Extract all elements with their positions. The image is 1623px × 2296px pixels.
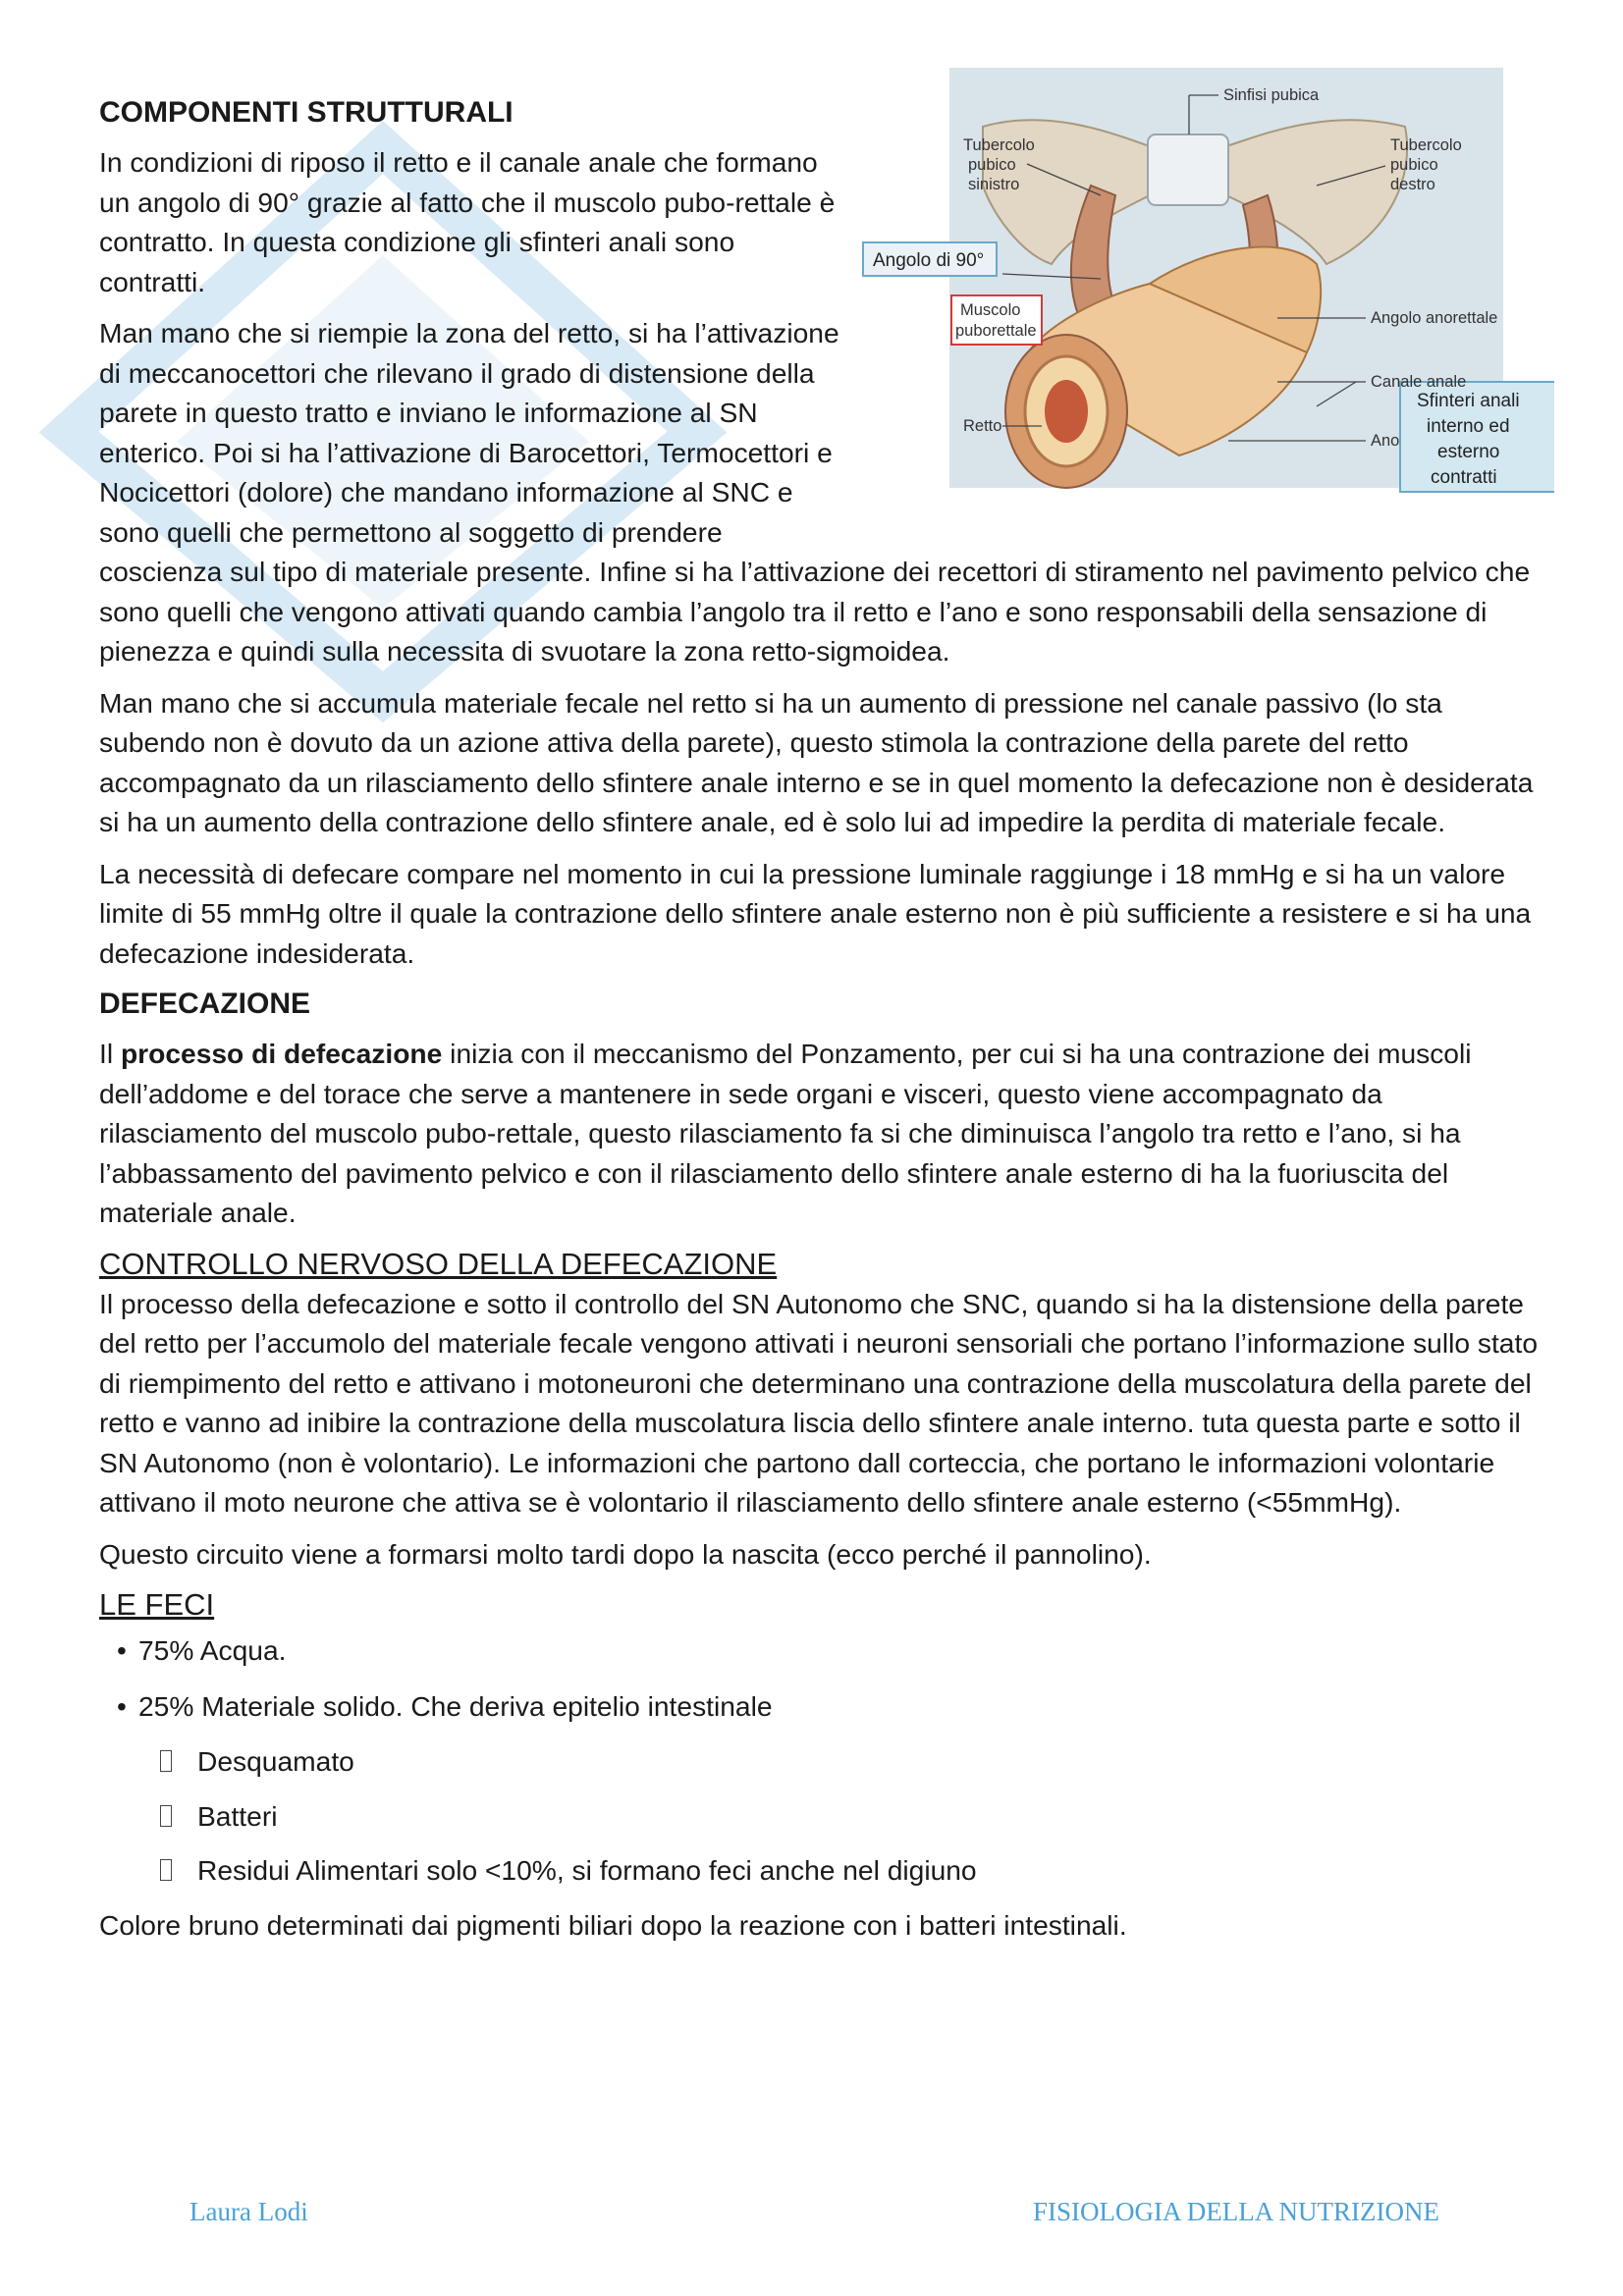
feci-list [117, 1630, 1542, 1726]
list-item: Batteri [158, 1796, 1542, 1837]
anus-label: Ano [1371, 432, 1400, 450]
paragraph-componenti-1: In condizioni di riposo il retto e il canale anale che formano un angolo di 90° grazie al fatto che il muscolo pubo-rettale è contratto. In questa condizione gli sfinteri anali sono contratti. [99, 146, 836, 297]
paragraph-feci: Colore bruno determinati dai pigmenti biliari dopo la reazione con i batteri intestinali. [99, 1908, 1127, 1941]
paragraph-controllo-1: Il processo della defecazione e sotto il controllo del SN Autonomo che SNC, quando si ha la distensione della parete del retto per l’accumolo del materiale fecale vengono attivati i neuroni sensoriali che portano l’informazione sullo stato di riempimento del retto e attivano i motoneuroni che determinano una contrazione della muscolatura della parete del retto e vanno ad inibire la contrazione della muscolatura liscia dello sfintere anale interno. tuta questa parte e sotto il SN Autonomo (non è volontario). Le informazioni che partono dall corteccia, che portano le informazioni volontarie attivano il moto neurone che attiva se è volontario il rilasciamento dello sfintere anale esterno (<55mmHg). [99, 1287, 1538, 1518]
paragraph-componenti-2: Man mano che si riempie la zona del retto, si ha l’attivazione di meccanocettori che rilevano il grado di distensione della parete in questo tratto e inviano le informazione al SN enterico. Poi si ha l’attivazione di Barocettori, Termocettori e Nocicettori (dolore) che mandano informazione al SNC e sono quelli che permettono al soggetto di prendere coscienza sul tipo di materiale presente. Infine si ha l’attivazione dei recettori di stiramento nel pavimento pelvico che sono quelli che vengono attivati quando cambia l’angolo tra il retto e l’ano e sono responsabili della sensazione di pienezza e quindi sulla necessita di svuotare la zona retto-sigmoidea. [99, 317, 1531, 667]
puborectalis-label-1: Muscolo [960, 301, 1021, 319]
sphincters-label-1: Sfinteri anali [1417, 391, 1520, 411]
section-title-controllo: CONTROLLO NERVOSO DELLA DEFECAZIONE [99, 1246, 778, 1281]
paragraph-componenti-3: Man mano che si accumula materiale fecale nel retto si ha un aumento di pressione nel canale passivo (lo sta subendo non è dovuto da un azione attiva della parete), questo stimola la contrazione della parete del retto accompagnato da un rilasciamento dello sfintere anale interno e se in quel momento la defecazione non è desiderata si ha un aumento della contrazione dello sfintere anale, ed è solo lui ad impedire la perdita di materiale fecale. [99, 686, 1534, 837]
feci-sublist [158, 1741, 1542, 1891]
sphincters-label-2: interno ed [1427, 416, 1510, 437]
rectum-mucosa [1045, 380, 1088, 443]
sphincters-label-3: esterno [1437, 442, 1500, 462]
paragraph-controllo-2: Questo circuito viene a formarsi molto tardi dopo la nascita (ecco perché il pannolino). [99, 1537, 1152, 1570]
pubic-symphysis-shape [1148, 134, 1228, 205]
list-item: Residui Alimentari solo <10%, si formano feci anche nel digiuno [158, 1850, 1542, 1891]
right-tubercle-label-2: pubico [1390, 156, 1438, 174]
section-title-defecazione: DEFECAZIONE [99, 988, 311, 1020]
anatomy-figure [855, 68, 1554, 509]
defecazione-rest: inizia con il meccanismo del Ponzamento, per cui si ha una contrazione dei muscoli dell’addome e del torace che serve a mantenere in sede organi e visceri, questo viene accompagnato da rilasciamento del muscolo pubo-rettale, questo rilasciamento fa si che diminuisca l’angolo tra retto e l’ano, si ha l’abbassamento del pavimento pelvico e con il rilasciamento dello sfintere anale esterno di ha la fuoriuscita del materiale anale. [99, 1038, 1472, 1228]
puborectalis-label-2: puborettale [955, 322, 1037, 340]
anorectal-angle-diagram [855, 68, 1554, 509]
rectum-label: Retto [963, 417, 1002, 435]
left-tubercle-label-3: sinistro [968, 176, 1020, 193]
left-tubercle-label-1: Tubercolo [963, 136, 1035, 154]
list-item: • 75% Acqua. [117, 1630, 1542, 1671]
defecazione-prefix: Il [99, 1038, 121, 1069]
section-title-componenti: COMPONENTI STRUTTURALI [99, 96, 514, 129]
list-item: Desquamato [158, 1741, 1542, 1782]
symphysis-label: Sinfisi pubica [1223, 86, 1320, 104]
footer-course: FISIOLOGIA DELLA NUTRIZIONE [1033, 2197, 1439, 2226]
footer-author: Laura Lodi [189, 2197, 308, 2226]
defecazione-bold-term: processo di defecazione [120, 1038, 443, 1069]
anorectal-angle-label: Angolo anorettale [1371, 309, 1498, 327]
section-title-feci: LE FECI [99, 1587, 215, 1622]
anal-canal-label: Canale anale [1371, 373, 1467, 391]
angle-90-callout-text: Angolo di 90° [873, 250, 985, 271]
left-tubercle-label-2: pubico [968, 156, 1016, 174]
right-tubercle-label-1: Tubercolo [1390, 136, 1462, 154]
list-item: • 25% Materiale solido. Che deriva epitelio intestinale [117, 1686, 1542, 1727]
paragraph-componenti-4: La necessità di defecare compare nel momento in cui la pressione luminale raggiunge i 18 mmHg e si ha un valore limite di 55 mmHg oltre il quale la contrazione dello sfintere anale esterno non è più sufficiente a resistere e si ha una defecazione indesiderata. [99, 857, 1532, 969]
sphincters-label-4: contratti [1431, 467, 1497, 488]
right-tubercle-label-3: destro [1390, 176, 1435, 193]
document-body [99, 86, 1542, 1956]
paragraph-defecazione [99, 1034, 1542, 1233]
